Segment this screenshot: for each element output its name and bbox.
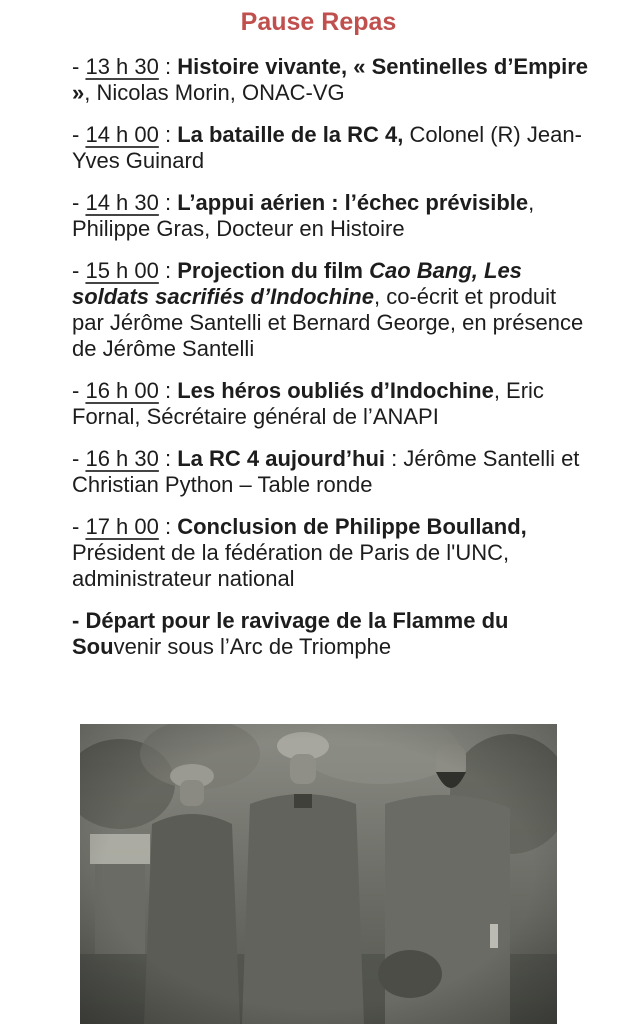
- entry-dash: -: [72, 378, 86, 403]
- entry-title: La bataille de la RC 4,: [177, 122, 404, 147]
- program-list: [72, 54, 592, 676]
- program-entry: [72, 378, 592, 430]
- entry-dash: -: [72, 122, 86, 147]
- program-entry: [72, 190, 592, 242]
- entry-separator: :: [158, 190, 178, 215]
- entry-separator: :: [158, 122, 178, 147]
- entry-title: Conclusion de Philippe Boulland,: [177, 514, 527, 539]
- section-heading: Pause Repas: [240, 8, 397, 36]
- historical-photo: [80, 724, 557, 1024]
- entry-speaker: , Nicolas Morin, ONAC-VG: [84, 80, 345, 105]
- historical-photo-three-soldiers-icon: [80, 724, 557, 1024]
- closing-bold: - Départ pour le ravivage de la Flamme du Sou: [72, 608, 509, 659]
- entry-speaker: , co-écrit et produit par Jérôme Santelli et Bernard George, en présence de Jérôme Santelli: [72, 284, 584, 361]
- entry-separator: :: [158, 514, 178, 539]
- entry-dash: -: [72, 514, 86, 539]
- entry-time[interactable]: 14 h 00: [85, 122, 159, 147]
- entry-speaker: Président de la fédération de Paris de l'UNC, administrateur national: [72, 540, 510, 591]
- closing-entry: [72, 608, 592, 660]
- entry-dash: -: [72, 446, 86, 471]
- entry-separator: :: [158, 378, 178, 403]
- entry-title: Les héros oubliés d’Indochine: [177, 378, 494, 403]
- entry-time[interactable]: 15 h 00: [85, 258, 159, 283]
- entry-speaker: , Eric Fornal, Sécrétaire général de l’ANAPI: [72, 378, 544, 429]
- entry-time[interactable]: 17 h 00: [85, 514, 159, 539]
- entry-time[interactable]: 14 h 30: [85, 190, 159, 215]
- program-entry: [72, 446, 592, 498]
- entry-title: L’appui aérien : l’échec prévisible: [177, 190, 529, 215]
- entry-dash: -: [72, 54, 86, 79]
- entry-title: Histoire vivante, « Sentinelles d’Empire »: [72, 54, 589, 105]
- entry-separator: :: [158, 54, 178, 79]
- entry-separator: :: [158, 446, 178, 471]
- entry-dash: -: [72, 258, 86, 283]
- entry-title: La RC 4 aujourd’hui: [177, 446, 385, 471]
- entry-separator: :: [158, 258, 178, 283]
- entry-time[interactable]: 13 h 30: [85, 54, 159, 79]
- entry-title: Projection du film: [177, 258, 370, 283]
- entry-speaker: : Jérôme Santelli et Christian Python – Table ronde: [72, 446, 580, 497]
- entry-time[interactable]: 16 h 00: [85, 378, 159, 403]
- program-entry: [72, 122, 592, 174]
- entry-speaker: Colonel (R) Jean-Yves Guinard: [72, 122, 582, 173]
- entry-film-title: Cao Bang, Les soldats sacrifiés d’Indochine: [72, 258, 522, 309]
- entry-time[interactable]: 16 h 30: [85, 446, 159, 471]
- entry-speaker: , Philippe Gras, Docteur en Histoire: [72, 190, 535, 241]
- closing-rest: venir sous l’Arc de Triomphe: [113, 634, 392, 659]
- program-entry: [72, 258, 592, 362]
- program-entry: [72, 514, 592, 592]
- program-entry: [72, 54, 592, 106]
- entry-dash: -: [72, 190, 86, 215]
